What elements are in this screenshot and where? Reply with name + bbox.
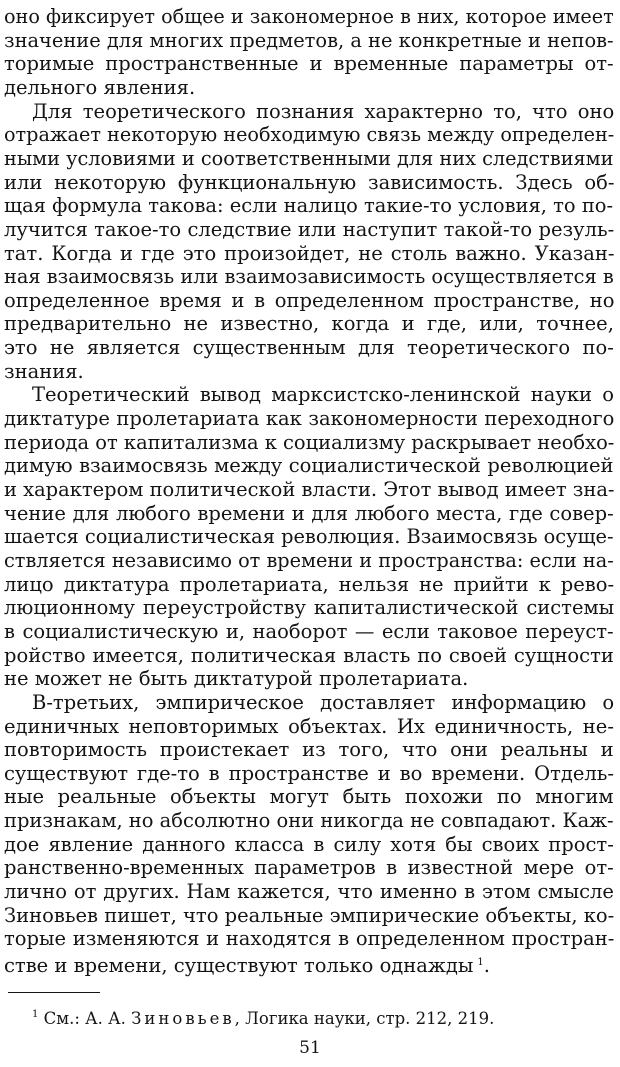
- text-line: лучится такое-то следствие или наступит такой-то резуль-: [4, 217, 614, 241]
- text-line: лицо диктатура пролетариата, нельзя не прийти к рево-: [4, 572, 614, 596]
- text-line: единичных неповторимых объектах. Их единичность, не-: [4, 714, 614, 738]
- text-line: Теоретический вывод марксистско-ленинской науки о: [32, 383, 614, 407]
- footnote-reference: 1: [477, 957, 484, 968]
- text-line: лично от других. Нам кажется, что именно в этом смысле: [4, 880, 614, 903]
- text-line: знания.: [4, 359, 84, 383]
- text-line: дое явление данного класса в силу хотя бы своих прост-: [4, 832, 614, 856]
- text-line: димую взаимосвязь между социалистической революцией: [4, 454, 614, 478]
- footnote-divider: [8, 992, 100, 993]
- footnote-prefix: См.: А. А.: [43, 1009, 132, 1028]
- text-line: существуют где-то в пространстве и во времени. Отдель-: [4, 761, 614, 785]
- text-line: Зиновьев пишет, что реальные эмпирические объекты, ко-: [4, 903, 614, 927]
- text-line: повторимость проистекает из того, что они реальны и: [4, 738, 614, 762]
- footnote: [32, 1003, 612, 1031]
- text-line: диктатуре пролетариата как закономерности переходного: [4, 407, 614, 430]
- text-line: в социалистическую и, наоборот — если таковое переуст-: [4, 619, 614, 643]
- text-line: значение для многих предметов, а не конкретные и непов-: [4, 28, 614, 52]
- text-line: ройство имеется, политическая власть по своей сущности: [4, 643, 614, 667]
- text-line: Для теоретического познания характерно то, что оно: [32, 99, 614, 123]
- text-line: люционному переустройству капиталистической системы: [4, 596, 614, 620]
- text-line: ные реальные объекты могут быть похожи по многим: [4, 785, 614, 809]
- footnote-source: , Логика науки, стр. 212, 219.: [234, 1009, 495, 1028]
- text-line: ными условиями и соответственными для них следствиями: [4, 146, 614, 170]
- text-line: торые изменяются и находятся в определенном простран-: [4, 927, 614, 951]
- text-line: определенное время и в определенном пространстве, но: [4, 288, 614, 312]
- text-line: В-третьих, эмпирическое доставляет информацию о: [32, 690, 614, 714]
- text-line: стве и времени, существуют только однажды $^1$.: [4, 954, 490, 977]
- text-line: периода от капитализма к социализму раскрывает необхо-: [4, 430, 614, 454]
- text-line: или некоторую функциональную зависимость. Здесь об-: [4, 170, 614, 194]
- text-line: тат. Когда и где это произойдет, не столь важно. Указан-: [4, 241, 614, 265]
- footnote-author: Зиновьев: [131, 1009, 235, 1028]
- text-line: щая формула такова: если налицо такие-то условия, то по-: [4, 194, 614, 218]
- text-line: дельного явления.: [4, 75, 196, 99]
- page-number: 51: [299, 1038, 321, 1058]
- text-line: оно фиксирует общее и закономерное в них, которое имеет: [4, 5, 614, 28]
- text-line: ранственно-временных параметров в известной мере от-: [4, 856, 614, 880]
- text-line: это не является существенным для теоретического по-: [4, 336, 614, 360]
- footnote-marker: 1: [32, 1009, 39, 1020]
- text-line: ствляется независимо от времени и пространства: если на-: [4, 548, 614, 572]
- text-line: ная взаимосвязь или взаимозависимость осуществляется в: [4, 265, 614, 289]
- text-line: отражает некоторую необходимую связь между определен-: [4, 123, 614, 147]
- text-line: и характером политической власти. Этот вывод имеет зна-: [4, 478, 614, 501]
- text-line: предварительно не известно, когда и где, или, точнее,: [4, 312, 614, 336]
- text-line: признакам, но абсолютно они никогда не совпадают. Каж-: [4, 809, 614, 833]
- text-line: торимые пространственные и временные параметры от-: [4, 52, 614, 76]
- text-line: шается социалистическая революция. Взаимосвязь осуще-: [4, 525, 614, 549]
- text-line: чение для любого времени и для любого места, где совер-: [4, 501, 614, 525]
- text-line: не может не быть диктатурой пролетариата.: [4, 667, 469, 691]
